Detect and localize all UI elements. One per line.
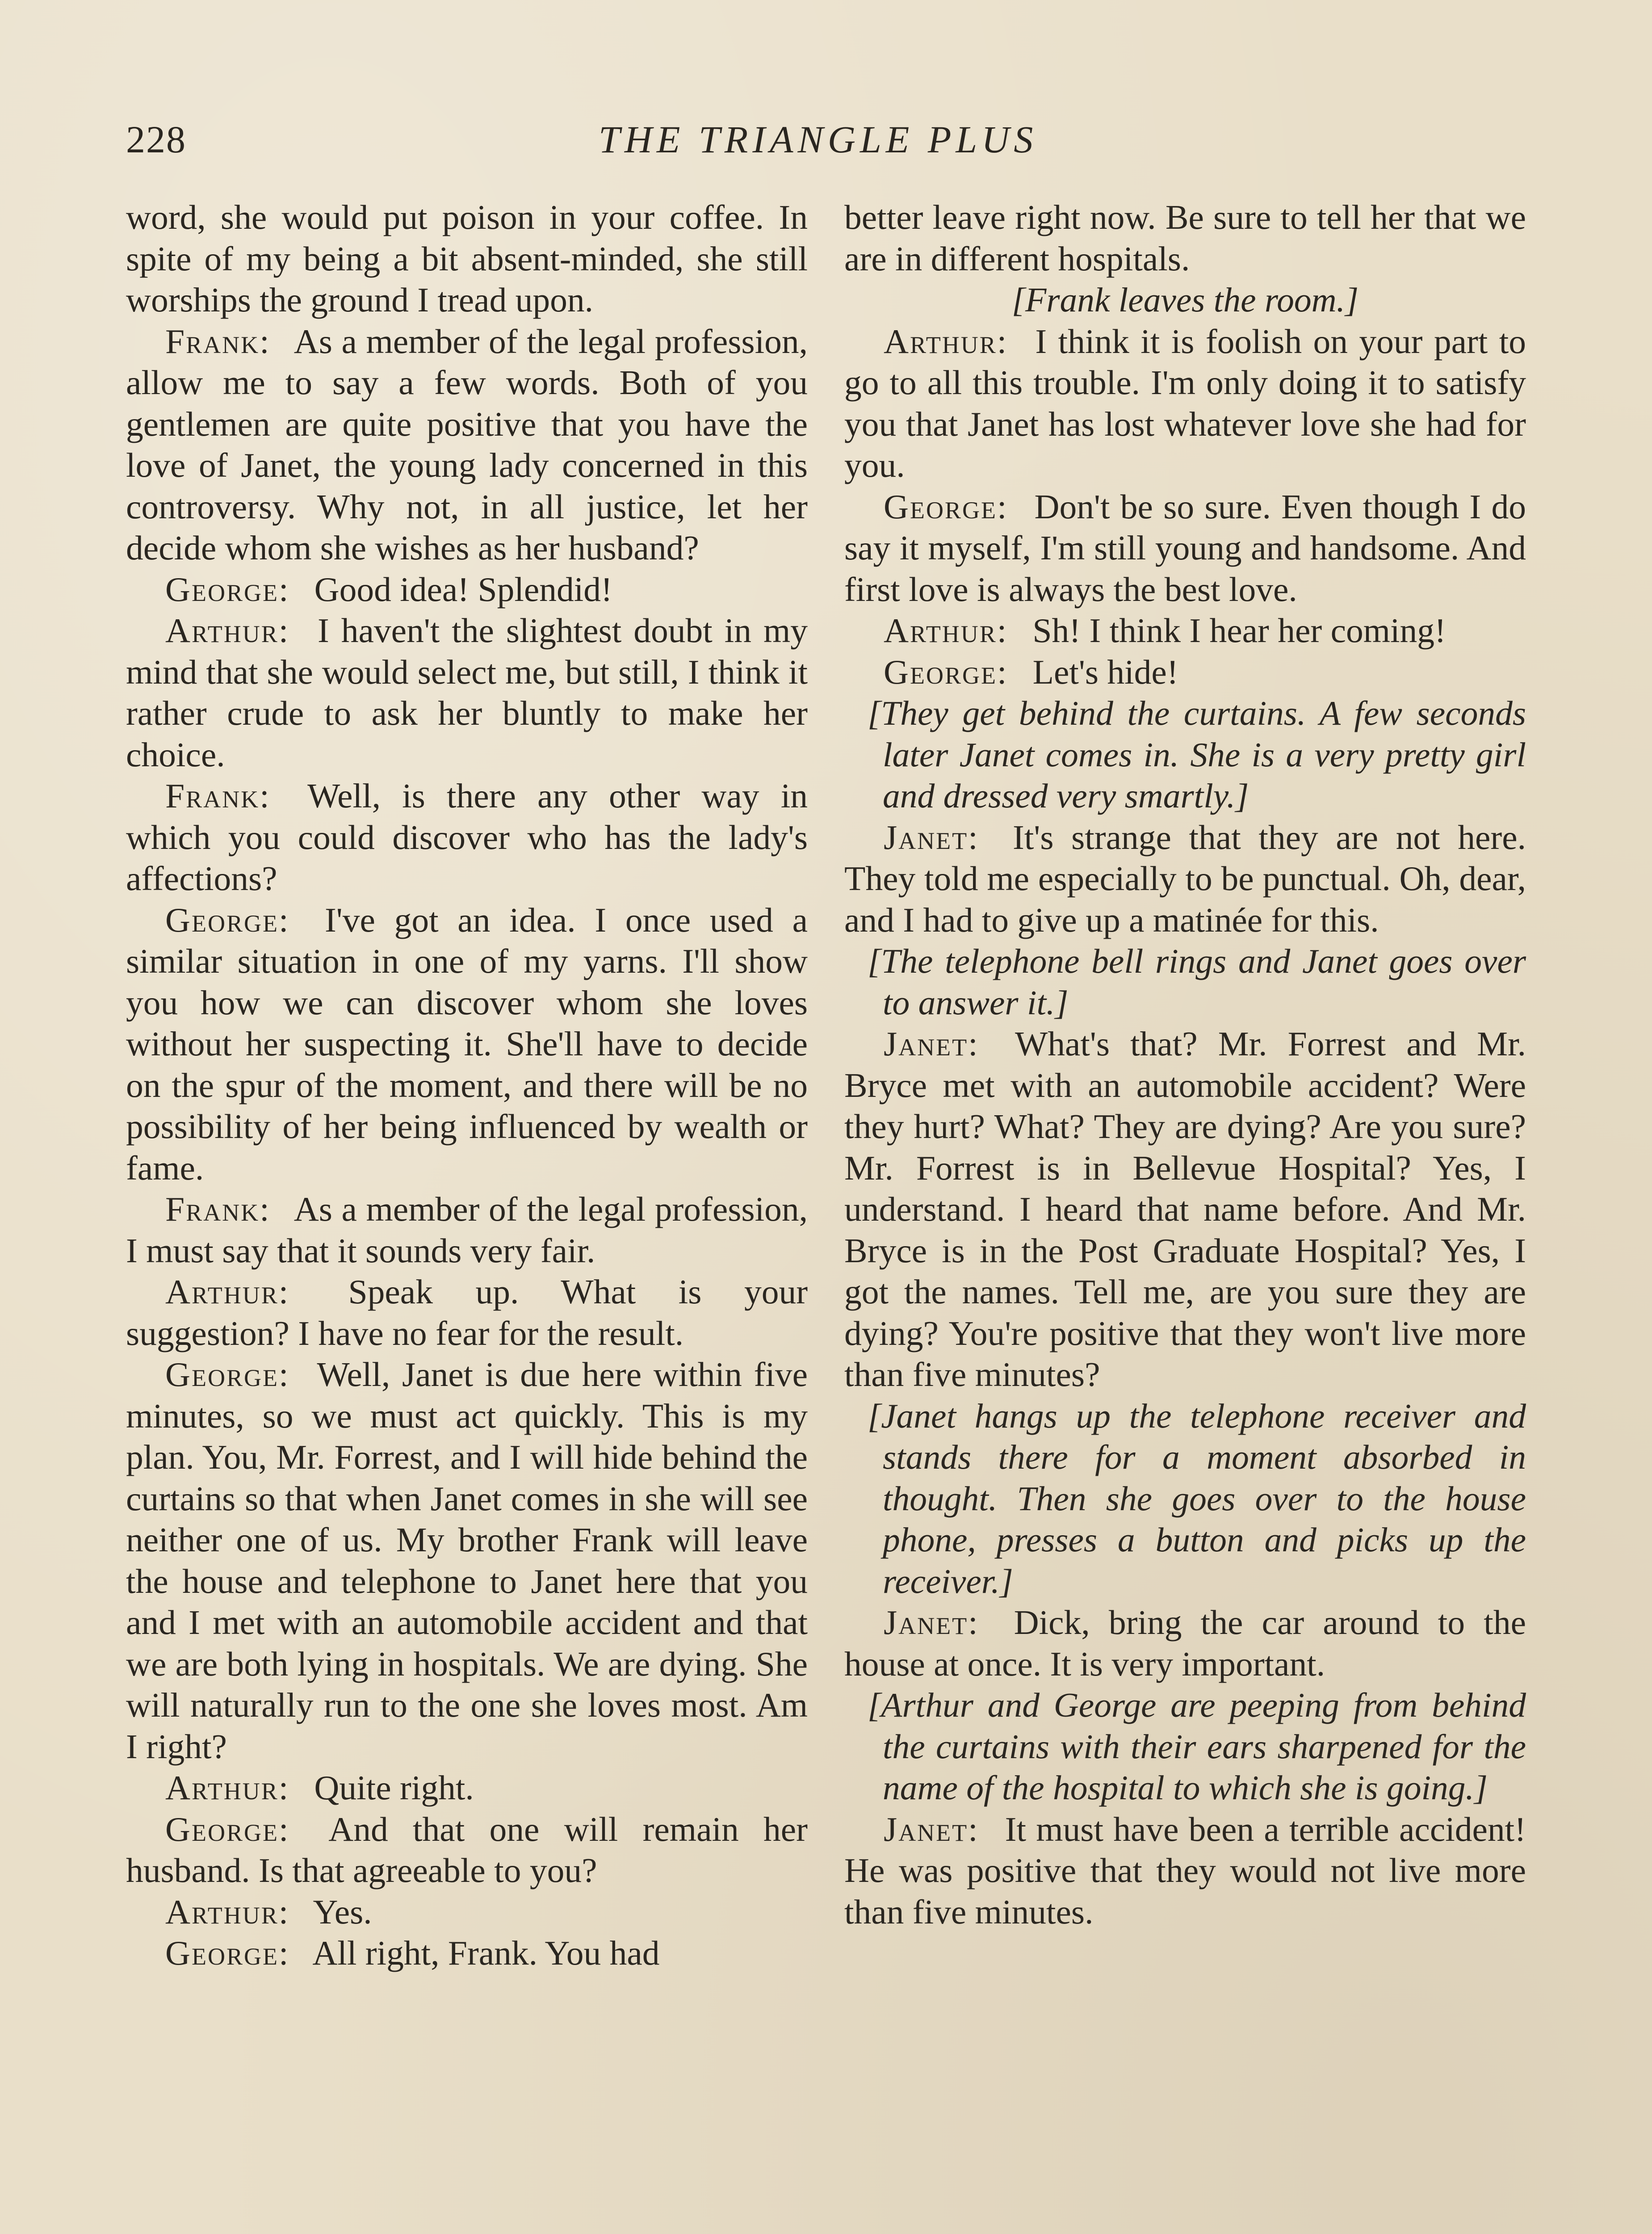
speaker-name: Arthur [884, 322, 997, 361]
dialogue-text: As a member of the legal profession, I must say that it sounds very fair. [126, 1190, 808, 1270]
speaker-name: Janet [884, 1025, 969, 1063]
speaker-name: Frank [165, 1190, 260, 1228]
dialogue-text: Quite right. [314, 1768, 474, 1807]
speaker-name: George [884, 652, 997, 691]
speaker-colon: : [278, 1768, 314, 1807]
speaker-name: George [165, 1810, 279, 1848]
dialogue-paragraph [844, 321, 1526, 486]
speaker-colon: : [278, 570, 314, 609]
dialogue-text: As a member of the legal profession, allow me to say a few words. Both of you gentlemen are quite positive that you have the love of Janet, the young lady concerned in this controversy. Why not, in all justice, let her decide whom she wishes as her husband? [126, 322, 808, 567]
dialogue-paragraph [844, 1602, 1526, 1684]
speaker-colon: : [278, 900, 325, 939]
dialogue-paragraph [126, 1271, 808, 1354]
dialogue-paragraph [126, 1891, 808, 1933]
speaker-name: George [165, 900, 279, 939]
dialogue-paragraph [126, 1188, 808, 1271]
stage-direction: [Arthur and George are peeping from behind the curtains with their ears sharpened for the name of the hospital to which she is going.] [868, 1686, 1526, 1807]
dialogue-paragraph [126, 1809, 808, 1891]
speaker-colon: : [278, 1810, 329, 1848]
speaker-colon: : [278, 1272, 348, 1311]
speaker-colon: : [278, 1355, 317, 1394]
dialogue-text: Dick, bring the car around to the house at once. It is very important. [844, 1603, 1526, 1683]
stage-direction: [They get behind the curtains. A few seconds later Janet comes in. She is a very pretty girl and dressed very smartly.] [868, 694, 1526, 815]
speaker-name: Arthur [165, 1892, 279, 1931]
page-number: 228 [126, 118, 186, 161]
speaker-name: Arthur [165, 1272, 279, 1311]
dialogue-text: Yes. [313, 1892, 372, 1931]
dialogue-text: Well, is there any other way in which you could discover who has the lady's affections? [126, 777, 808, 898]
dialogue-paragraph [844, 817, 1526, 941]
dialogue-paragraph [126, 610, 808, 775]
speaker-colon: : [997, 487, 1035, 526]
dialogue-paragraph [844, 1023, 1526, 1395]
dialogue-paragraph [126, 775, 808, 899]
dialogue-text: Speak up. What is your suggestion? I have no fear for the result. [126, 1272, 808, 1352]
dialogue-text: Well, Janet is due here within five minutes, so we must act quickly. This is my plan. You, Mr. Forrest, and I will hide behind the curtains so that when Janet comes in she will see neither one of us. My brother Frank will leave the house and telephone to Janet here that you and I met with an automobile accident and that we are both lying in hospitals. We are dying. She will naturally run to the one she loves most. Am I right? [126, 1355, 808, 1766]
speaker-name: George [884, 487, 997, 526]
stage-direction: [The telephone bell rings and Janet goes over to answer it.] [868, 942, 1526, 1022]
speaker-colon: : [260, 777, 308, 815]
speaker-name: George [165, 1355, 279, 1394]
dialogue-text: Sh! I think I hear her coming! [1032, 611, 1446, 650]
dialogue-text: I've got an idea. I once used a similar situation in one of my yarns. I'll show you how we can discover whom she loves without her suspecting it. She'll have to decide on the spur of the moment, and there will be no possibility of her being influenced by wealth or fame. [126, 900, 808, 1187]
dialogue-paragraph [126, 1767, 808, 1809]
dialogue-text: better leave right now. Be sure to tell her that we are in different hospitals. [844, 198, 1526, 278]
speaker-name: George [165, 570, 279, 609]
dialogue-paragraph [844, 486, 1526, 610]
speaker-name: Arthur [165, 611, 279, 650]
dialogue-paragraph [844, 1809, 1526, 1933]
dialogue-text: It's strange that they are not here. They told me especially to be punctual. Oh, dear, and I had to give up a matinée for this. [844, 818, 1526, 939]
dialogue-text: What's that? Mr. Forrest and Mr. Bryce met with an automobile accident? Were they hurt? What? They are dying? Are you sure? Mr. Forrest is in Bellevue Hospital? Yes, I understand. I heard that name before. And Mr. Bryce is in the Post Graduate Hospital? Yes, I got the names. Tell me, are you sure they are dying? You're positive that they won't live more than five minutes? [844, 1025, 1526, 1394]
dialogue-text: word, she would put poison in your coffee. In spite of my being a bit absent-minded, she still worships the ground I tread upon. [126, 198, 808, 319]
speaker-name: Arthur [884, 611, 997, 650]
dialogue-text: All right, Frank. You had [312, 1934, 660, 1972]
running-head: THE TRIANGLE PLUS [599, 118, 1038, 161]
stage-direction: [Frank leaves the room.] [1011, 281, 1359, 319]
speaker-name: Janet [884, 1810, 969, 1848]
speaker-colon: : [997, 322, 1036, 361]
dialogue-paragraph [844, 610, 1526, 651]
dialogue-text: Let's hide! [1032, 652, 1178, 691]
speaker-colon: : [997, 611, 1033, 650]
dialogue-text: Good idea! Splendid! [314, 570, 612, 609]
speaker-colon: : [968, 818, 1013, 857]
speaker-colon: : [968, 1025, 1015, 1063]
dialogue-paragraph [126, 899, 808, 1189]
speaker-name: Janet [884, 1603, 969, 1642]
dialogue-paragraph [126, 569, 808, 610]
dialogue-text: I haven't the slightest doubt in my mind that she would select me, but still, I think it rather crude to ask her bluntly to make her choice. [126, 611, 808, 774]
dialogue-text: And that one will remain her husband. Is that agreeable to you? [126, 1810, 808, 1890]
dialogue-paragraph [844, 651, 1526, 693]
speaker-name: Arthur [165, 1768, 279, 1807]
dialogue-paragraph [126, 321, 808, 569]
speaker-name: Frank [165, 322, 260, 361]
right-column [844, 197, 1526, 1932]
speaker-colon: : [278, 611, 318, 650]
continued-paragraph [126, 197, 808, 321]
stage-direction: [Janet hangs up the telephone receiver and stands there for a moment absorbed in thought. Then she goes over to the house phone, presses a button and picks up the receiver.] [868, 1396, 1526, 1600]
dialogue-paragraph [126, 1354, 808, 1767]
speaker-colon: : [278, 1934, 313, 1972]
left-column [126, 197, 808, 1974]
speaker-colon: : [968, 1810, 1005, 1848]
continued-paragraph [844, 197, 1526, 279]
speaker-colon: : [997, 652, 1033, 691]
dialogue-text: Don't be so sure. Even though I do say it myself, I'm still young and handsome. And first love is always the best love. [844, 487, 1526, 609]
speaker-name: Frank [165, 777, 260, 815]
speaker-name: George [165, 1934, 279, 1972]
dialogue-text: It must have been a terrible accident! He was positive that they would not live more than five minutes. [844, 1810, 1526, 1931]
speaker-colon: : [260, 322, 294, 361]
speaker-colon: : [968, 1603, 1014, 1642]
speaker-colon: : [260, 1190, 294, 1228]
dialogue-text: I think it is foolish on your part to go to all this trouble. I'm only doing it to satisfy you that Janet has lost whatever love she had for you. [844, 322, 1526, 484]
dialogue-paragraph [126, 1932, 808, 1974]
speaker-colon: : [278, 1892, 313, 1931]
speaker-name: Janet [884, 818, 969, 857]
